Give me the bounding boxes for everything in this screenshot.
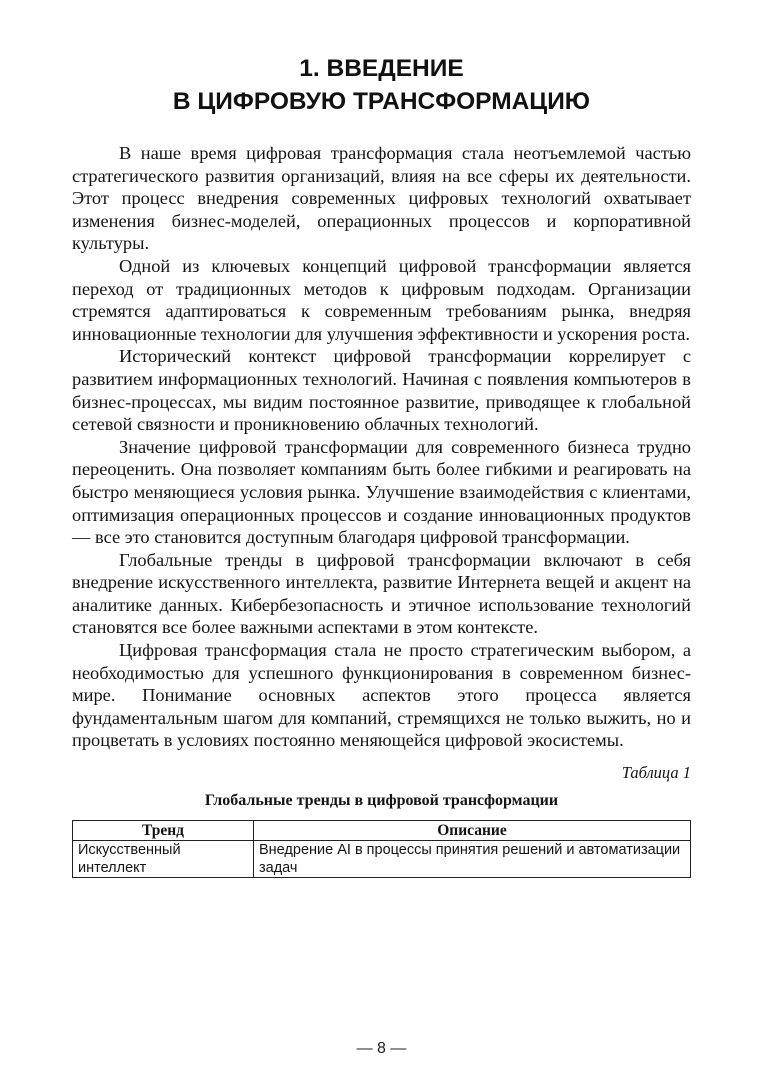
trends-table <box>72 820 691 878</box>
paragraph-4: Значение цифровой трансформации для современного бизнеса трудно переоценить. Она позволяет компаниям быть более гибкими и реагировать на быстро меняющиеся условия рынка. Улучшение взаимодействия с клиентами, оптимизация операционных процессов и создание инновационных продуктов — все это становится доступным благодаря цифровой трансформации. <box>72 436 691 548</box>
table-header-row <box>73 821 691 841</box>
body-text <box>72 142 691 752</box>
table-caption: Таблица 1 <box>621 763 691 783</box>
paragraph-6: Цифровая трансформация стала не просто стратегическим выбором, а необходимостью для успешного функционирования в современном бизнес-мире. Понимание основных аспектов этого процесса является фундаментальным шагом для компаний, стремящихся не только выжить, но и процветать в условиях постоянно меняющейся цифровой экосистемы. <box>72 640 691 751</box>
chapter-title-line-1: 1. ВВЕДЕНИЕ <box>299 55 464 82</box>
chapter-title-line-2: В ЦИФРОВУЮ ТРАНСФОРМАЦИЮ <box>172 88 591 115</box>
header-trend: Тренд <box>73 821 254 841</box>
paragraph-2: Одной из ключевых концепций цифровой трансформации является переход от традиционных методов к цифровым подходам. Организации стремятся адаптироваться к современным требованиям рынка, внедряя инновационные технологии для улучшения эффективности и ускорения роста. <box>72 255 691 344</box>
table-row <box>73 841 691 878</box>
cell-description: Внедрение AI в процессы принятия решений и автоматизации задач <box>254 841 691 878</box>
chapter-title <box>72 52 691 118</box>
paragraph-5: Глобальные тренды в цифровой трансформации включают в себя внедрение искусственного интеллекта, развитие Интернета вещей и акцент на аналитике данных. Кибербезопасность и этичное использование технологий становятся все более важными аспектами в этом контексте. <box>72 549 691 638</box>
paragraph-1: В наше время цифровая трансформация стала неотъемлемой частью стратегического развития организаций, влияя на все сферы их деятельности. Этот процесс внедрения современных цифровых технологий охватывает изменения бизнес-моделей, операционных процессов и корпоративной культуры. <box>72 143 691 254</box>
paragraph-3: Исторический контекст цифровой трансформации коррелирует с развитием информационных технологий. Начиная с появления компьютеров в бизнес-процессах, мы видим постоянное развитие, приводящее к глобальной сетевой связности и проникновению облачных технологий. <box>72 346 691 435</box>
cell-trend: Искусственный интеллект <box>73 841 254 878</box>
page-number: — 8 — <box>356 1040 407 1057</box>
document-page <box>72 52 691 878</box>
table-title: Глобальные тренды в цифровой трансформации <box>204 792 559 810</box>
header-description: Описание <box>254 821 691 841</box>
